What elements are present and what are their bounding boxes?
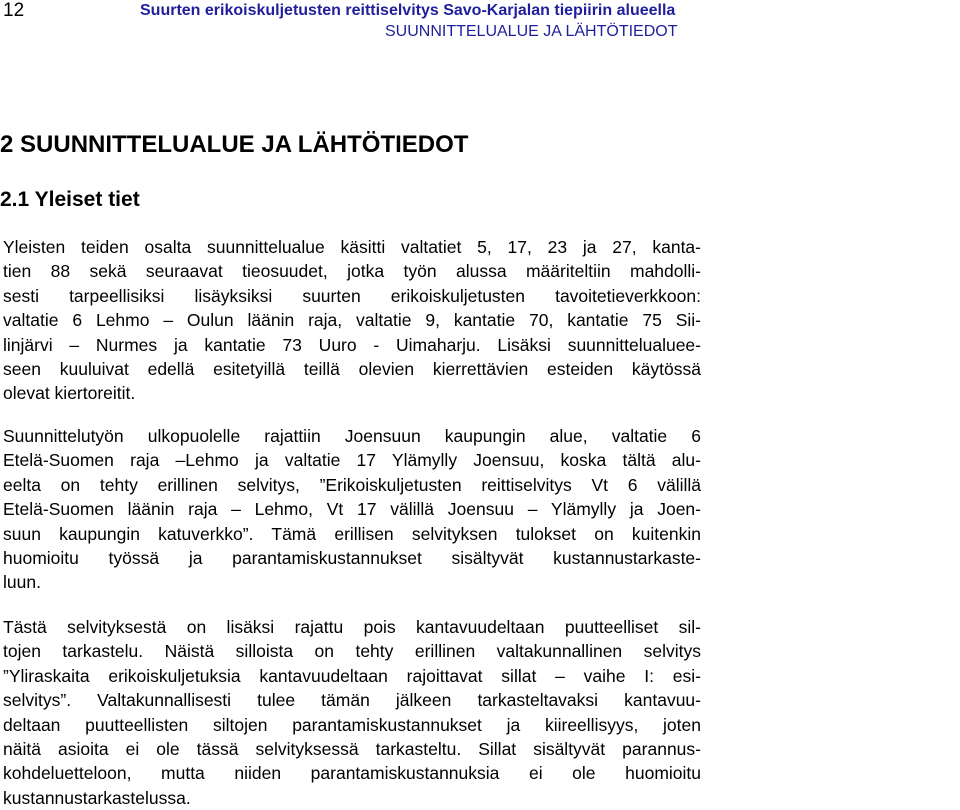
paragraph-line: suun kaupungin katuverkko”. Tämä erillisen selvityksen tulokset on kuitenkin [3, 523, 701, 544]
paragraph-line: deltaan puutteellisten siltojen parantamiskustannukset ja kiireellisyys, joten [3, 714, 701, 735]
paragraph-line: eelta on tehty erillinen selvitys, ”Erikoiskuljetusten reittiselvitys Vt 6 välillä [3, 474, 701, 495]
paragraph-line: kustannustarkastelussa. [3, 787, 191, 808]
paragraph-line: valtatie 6 Lehmo – Oulun läänin raja, valtatie 9, kantatie 70, kantatie 75 Sii- [3, 310, 701, 331]
paragraph-line: linjärvi – Nurmes ja kantatie 73 Uuro - Uimaharju. Lisäksi suunnittelualuee- [3, 334, 701, 355]
paragraph-exclusions [3, 424, 701, 595]
paragraph-line: näitä asioita ei ole tässä selvityksessä tarkasteltu. Sillat sisältyvät parannus- [3, 738, 701, 759]
paragraph-line: selvitys”. Valtakunnallisesti tulee tämän jälkeen tarkasteltavaksi kantavuu- [3, 690, 701, 711]
paragraph-line: tojen tarkastelu. Näistä silloista on tehty erillinen valtakunnallinen selvitys [3, 641, 701, 662]
paragraph-line: seen kuuluivat edellä esitetyillä teillä olevien kierrettävien esteiden käytössä [3, 358, 701, 379]
paragraph-line: Etelä-Suomen raja –Lehmo ja valtatie 17 Ylämylly Joensuu, koska tältä alu- [3, 450, 701, 471]
paragraph-line: kohdeluetteloon, mutta niiden parantamiskustannuksia ei ole huomioitu [3, 763, 701, 784]
paragraph-line: luun. [3, 572, 41, 593]
section-heading: 2.1 Yleiset tiet [0, 188, 140, 211]
page-number: 12 [3, 0, 25, 21]
paragraph-bridges [3, 615, 701, 810]
paragraph-line: tien 88 sekä seuraavat tieosuudet, jotka työn alussa määriteltiin mahdolli- [3, 261, 701, 282]
running-header-subtitle: SUUNNITTELUALUE JA LÄHTÖTIEDOT [385, 23, 678, 40]
paragraph-line: Etelä-Suomen läänin raja – Lehmo, Vt 17 välillä Joensuu – Ylämylly ja Joen- [3, 499, 701, 520]
paragraph-line: ”Yliraskaita erikoiskuljetuksia kantavuudeltaan rajoittavat sillat – vaihe I: esi- [3, 665, 701, 686]
paragraph-line: Suunnittelutyön ulkopuolelle rajattiin Joensuun kaupungin alue, valtatie 6 [3, 426, 701, 446]
paragraph-line: huomioitu työssä ja parantamiskustannukset sisältyvät kustannustarkaste- [3, 547, 701, 568]
paragraph-line: Tästä selvityksestä on lisäksi rajattu pois kantavuudeltaan puutteelliset sil- [3, 617, 701, 637]
chapter-heading: 2 SUUNNITTELUALUE JA LÄHTÖTIEDOT [0, 131, 469, 158]
paragraph-scope [3, 235, 701, 406]
running-header-title: Suurten erikoiskuljetusten reittiselvitys Savo-Karjalan tiepiirin alueella [140, 2, 676, 19]
paragraph-line: sesti tarpeellisiksi lisäyksiksi suurten erikoiskuljetusten tavoitetieverkkoon: [3, 285, 701, 306]
paragraph-line: Yleisten teiden osalta suunnittelualue käsitti valtatiet 5, 17, 23 ja 27, kanta- [3, 237, 701, 257]
paragraph-line: olevat kiertoreitit. [3, 383, 136, 404]
